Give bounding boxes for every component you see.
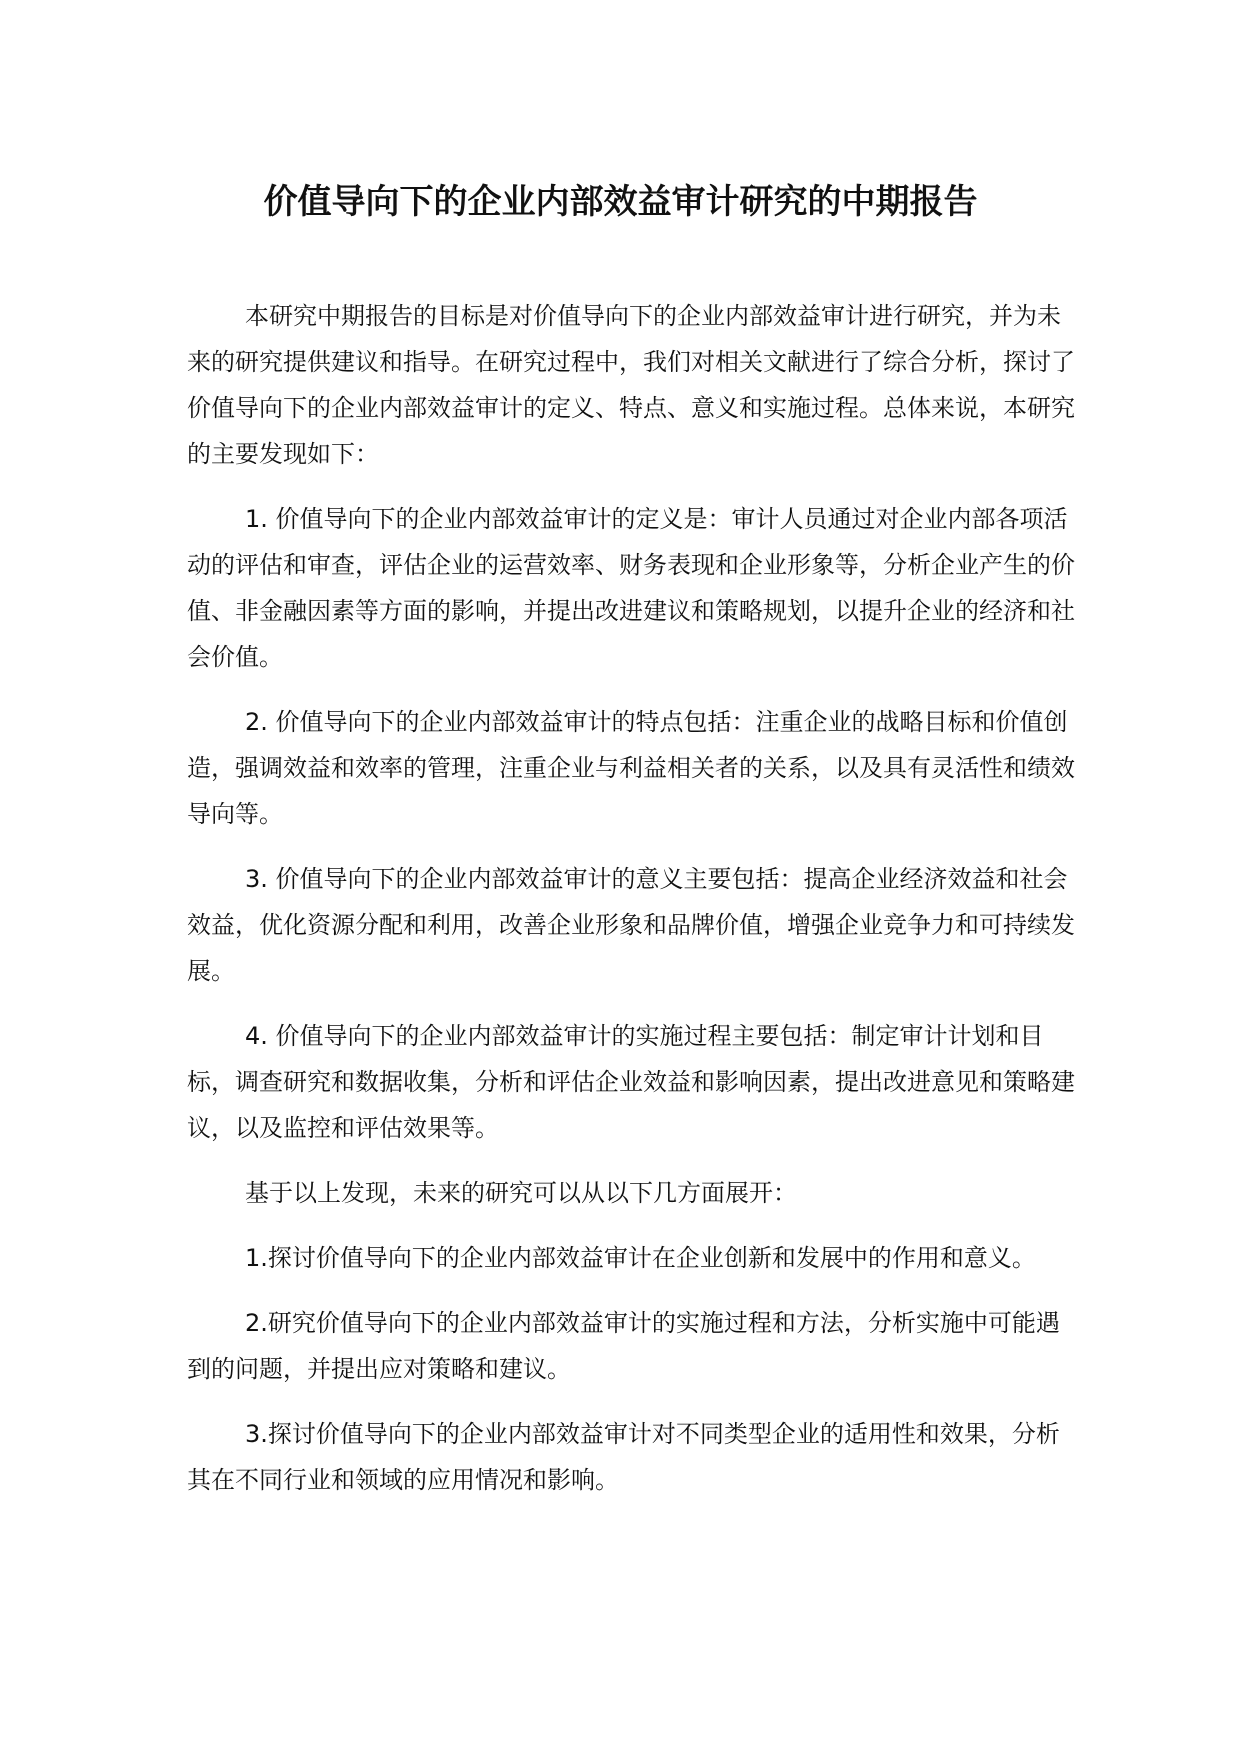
finding-3-paragraph: 3. 价值导向下的企业内部效益审计的意义主要包括：提高企业经济效益和社会效益，优化资源分配和利用，改善企业形象和品牌价值，增强企业竞争力和可持续发展。 [187, 865, 1075, 985]
future-research-2-paragraph: 2.研究价值导向下的企业内部效益审计的实施过程和方法，分析实施中可能遇到的问题，并提出应对策略和建议。 [187, 1309, 1060, 1383]
finding-1-paragraph: 1. 价值导向下的企业内部效益审计的定义是：审计人员通过对企业内部各项活动的评估和审查，评估企业的运营效率、财务表现和企业形象等，分析企业产生的价值、非金融因素等方面的影响，并提出改进建议和策略规划，以提升企业的经济和社会价值。 [187, 505, 1075, 671]
future-research-1-paragraph: 1.探讨价值导向下的企业内部效益审计在企业创新和发展中的作用和意义。 [245, 1244, 1036, 1272]
document-title: 价值导向下的企业内部效益审计研究的中期报告 [263, 182, 978, 222]
future-research-intro-paragraph: 基于以上发现，未来的研究可以从以下几方面展开： [245, 1179, 797, 1207]
document-body [187, 293, 1077, 1522]
future-research-3-paragraph: 3.探讨价值导向下的企业内部效益审计对不同类型企业的适用性和效果，分析其在不同行业和领域的应用情况和影响。 [187, 1420, 1060, 1494]
finding-2-paragraph: 2. 价值导向下的企业内部效益审计的特点包括：注重企业的战略目标和价值创造，强调效益和效率的管理，注重企业与利益相关者的关系，以及具有灵活性和绩效导向等。 [187, 708, 1075, 828]
intro-paragraph: 本研究中期报告的目标是对价值导向下的企业内部效益审计进行研究，并为未来的研究提供建议和指导。在研究过程中，我们对相关文献进行了综合分析，探讨了价值导向下的企业内部效益审计的定义、特点、意义和实施过程。总体来说，本研究的主要发现如下： [187, 302, 1075, 468]
finding-4-paragraph: 4. 价值导向下的企业内部效益审计的实施过程主要包括：制定审计计划和目标，调查研究和数据收集，分析和评估企业效益和影响因素，提出改进意见和策略建议，以及监控和评估效果等。 [187, 1022, 1075, 1142]
